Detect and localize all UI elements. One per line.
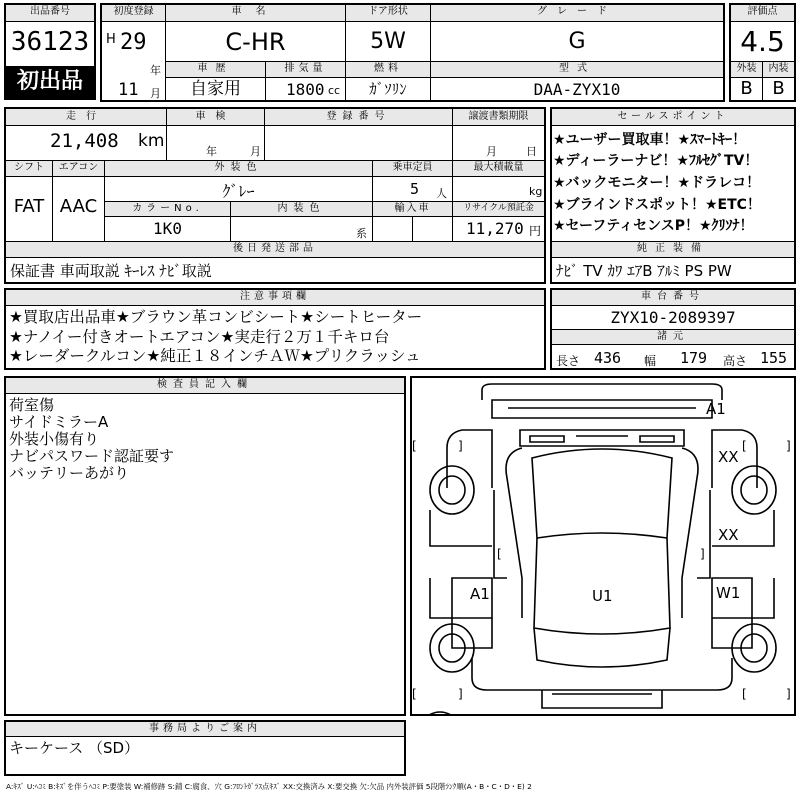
mileage: 21,408 <box>50 130 119 152</box>
svg-text:[: [ <box>497 547 502 561</box>
svg-text:[: [ <box>742 687 747 701</box>
ext-grade: B <box>740 78 753 99</box>
damage-mark-roof: U1 <box>592 587 613 605</box>
color-no-label: カラーNo. <box>132 203 203 214</box>
ext-label: 外装 <box>736 63 757 74</box>
color-label: 外装色 <box>214 162 263 173</box>
length: 436 <box>594 349 622 367</box>
inspector-line: バッテリーあがり <box>9 464 130 482</box>
mileage-unit: km <box>138 131 165 151</box>
width-label: 幅 <box>644 354 657 368</box>
model-label: 型式 <box>559 63 595 74</box>
later-parts-label: 後日発送部品 <box>233 243 317 254</box>
office-label: 事務局よりご案内 <box>149 723 261 734</box>
mileage-label: 走行 <box>66 111 106 122</box>
shift: FAT <box>13 196 45 217</box>
first-listing-text: 初出品 <box>16 69 83 94</box>
ac: AAC <box>59 196 98 217</box>
office-text: キーケース （SD） <box>9 739 140 757</box>
sales-label: セールスポイント <box>617 111 729 122</box>
era: H <box>106 32 116 47</box>
sales-point: ★ユーザー買取車！★ｽﾏｰﾄｷｰ！ <box>553 132 747 148</box>
lot-number: 36123 <box>10 27 90 57</box>
svg-text:]: ] <box>786 687 791 701</box>
door-label: ドア形状 <box>368 6 408 17</box>
history: 自家用 <box>190 79 241 99</box>
doors: 5W <box>370 29 406 54</box>
history-label: 車歴 <box>197 63 234 74</box>
note-line: ★買取店出品車★ブラウン革コンビシート★シートヒーター <box>9 308 423 326</box>
chassis-number: ZYX10-2089397 <box>610 308 736 327</box>
chassis-label: 車台番号 <box>641 291 705 302</box>
car-name: C-HR <box>225 28 286 56</box>
inspector-line: 荷室傷 <box>9 396 55 414</box>
later-parts: 保証書 車両取説 ｷｰﾚｽ ﾅﾋﾞ取説 <box>10 262 212 280</box>
notes-label: 注意事項欄 <box>240 291 310 302</box>
legend: A:ｷｽﾞ U:ﾍｺﾐ B:ｷｽﾞを伴うﾍｺﾐ P:要塗装 W:補修跡 S:錆 C:腐食、穴 G:ﾌﾛﾝﾄｶﾞﾗｽ点ｷｽﾞ XX:交換済み X:要交換 欠:欠品 内外装評価 5段階ﾗﾝｸ順(A・B・C・D・E) 2 <box>6 782 532 791</box>
sales-point: ★セーフティセンスP！★ｸﾘｿﾅ！ <box>553 218 754 234</box>
fuel-label: 燃料 <box>374 63 402 74</box>
cap-label: 乗車定員 <box>392 162 433 173</box>
width: 179 <box>680 349 708 367</box>
shift-label: シフト <box>14 162 44 173</box>
cc: cc <box>328 84 341 97</box>
car-name-label: 車名 <box>231 6 280 17</box>
model: DAA-ZYX10 <box>533 80 621 99</box>
svg-text:[: [ <box>412 687 417 701</box>
damage-mark-left-door: A1 <box>470 585 490 603</box>
equip-label: 純正装備 <box>637 243 709 254</box>
kg-unit: kg <box>529 185 543 198</box>
kei-unit: 系 <box>356 227 367 240</box>
dims-label: 諸元 <box>657 331 689 342</box>
car-diagram <box>412 378 794 714</box>
svg-text:]: ] <box>458 687 463 701</box>
transfer-month-unit: 月 <box>486 145 497 158</box>
transfer-day-unit: 日 <box>526 145 537 158</box>
damage-mark-right-front: XX <box>718 448 739 466</box>
height-label: 高さ <box>723 354 748 368</box>
ac-label: エアコン <box>58 162 99 173</box>
people-unit: 人 <box>436 187 447 200</box>
equipment: ﾅﾋﾞ TV ｶﾜ ｴｱB ｱﾙﾐ PS PW <box>556 262 732 280</box>
fuel: ｶﾞｿﾘﾝ <box>369 80 407 98</box>
lot-label: 出品番号 <box>30 6 70 17</box>
length-label: 長さ <box>556 354 581 368</box>
load-label: 最大積載量 <box>473 162 524 173</box>
inspect-label: 車検 <box>195 111 236 122</box>
damage-mark-right-rear: W1 <box>716 584 741 602</box>
inspect-month-unit: 月 <box>250 145 261 158</box>
inspect-year-unit: 年 <box>206 145 217 158</box>
capacity: 5 <box>410 180 420 198</box>
reg-label: 初度登録 <box>113 6 154 17</box>
disp-label: 排気量 <box>284 63 327 74</box>
transfer-label: 譲渡書類期限 <box>468 111 529 122</box>
import-label: 輸入車 <box>394 203 431 214</box>
sales-point: ★ブラインドスポット！★ETC！ <box>553 197 761 213</box>
height: 155 <box>760 349 788 367</box>
inspector-line: 外装小傷有り <box>9 430 100 448</box>
recycle: 11,270 <box>466 219 524 238</box>
inspector-label: 検査員記入欄 <box>157 379 253 390</box>
color-no: 1K0 <box>153 219 182 238</box>
int-color-label: 内装色 <box>277 203 326 214</box>
displacement: 1800 <box>286 80 325 99</box>
reg-year-unit: 年 <box>150 64 161 77</box>
svg-text:]: ] <box>700 547 705 561</box>
int-label: 内装 <box>768 63 789 74</box>
score-label: 評価点 <box>747 6 778 17</box>
svg-text:]: ] <box>786 439 791 453</box>
reg-month: 11 <box>118 80 139 100</box>
note-line: ★ナノイー付きオートエアコン★実走行２万１千キロ台 <box>9 328 390 346</box>
inspector-line: サイドミラーA <box>9 413 109 431</box>
reg-year: 29 <box>120 30 147 55</box>
sales-point: ★バックモニター！★ドラレコ！ <box>553 175 761 191</box>
svg-text:[: [ <box>742 439 747 453</box>
damage-mark-front-right: A1 <box>706 400 726 418</box>
recycle-label: リサイクル預託金 <box>463 203 534 213</box>
damage-mark-right-door: XX <box>718 526 739 544</box>
svg-text:]: ] <box>458 439 463 453</box>
yen-unit: 円 <box>529 224 542 238</box>
plate-label: 登録番号 <box>326 111 391 122</box>
int-grade: B <box>772 78 785 99</box>
sales-point: ★ディーラーナビ！★ﾌﾙｾｸﾞTV！ <box>553 153 759 169</box>
grade: G <box>568 29 586 54</box>
svg-text:[: [ <box>412 439 417 453</box>
grade-label: グレード <box>537 6 617 17</box>
inspector-line: ナビパスワード認証要す <box>9 447 175 465</box>
score: 4.5 <box>740 25 785 58</box>
reg-month-unit: 月 <box>150 87 161 100</box>
note-line: ★レーダークルコン★純正１８インチＡＷ★プリクラッシュ <box>9 347 421 365</box>
color: ｸﾞﾚｰ <box>222 182 255 201</box>
